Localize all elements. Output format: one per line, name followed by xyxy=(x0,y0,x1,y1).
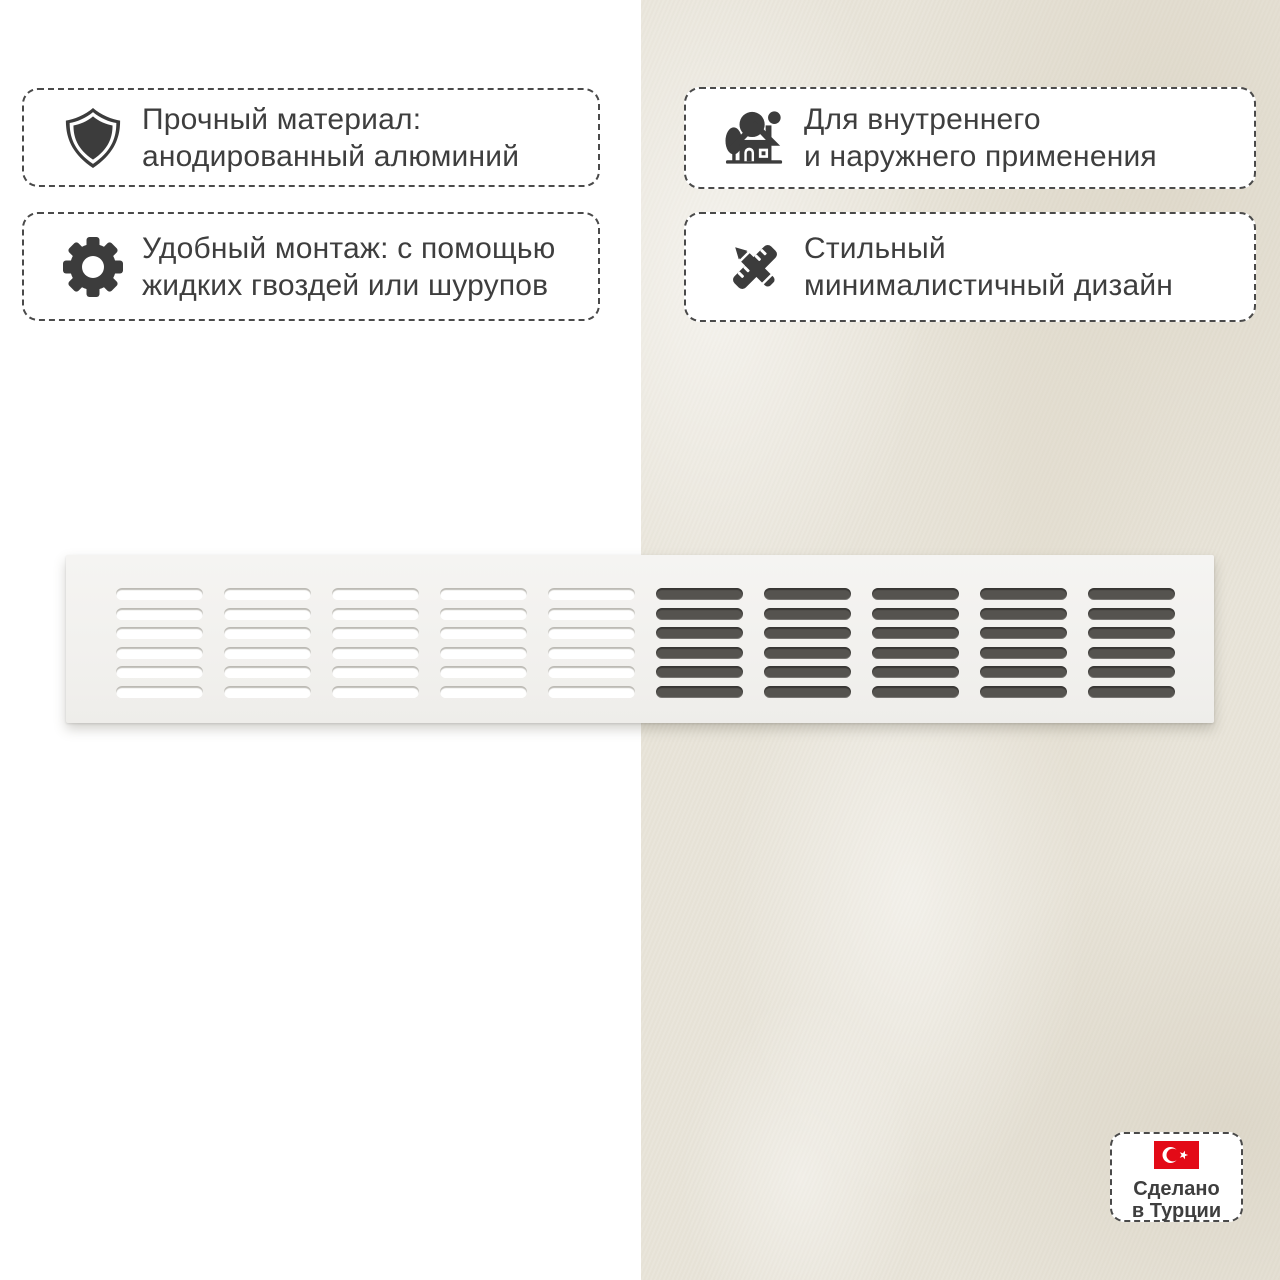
grille-slot xyxy=(548,608,635,620)
made-in-line-2: в Турции xyxy=(1131,1200,1222,1222)
feature-text xyxy=(142,230,555,304)
grille-slot xyxy=(224,647,311,659)
grille-slot xyxy=(656,686,743,698)
pencil-ruler-icon xyxy=(722,238,788,296)
grille-slot xyxy=(764,608,851,620)
grille-slot xyxy=(332,666,419,678)
grille-slot xyxy=(980,647,1067,659)
grille-slot xyxy=(872,647,959,659)
grille-slot xyxy=(656,666,743,678)
grille-slot xyxy=(1088,588,1175,600)
grille-slot xyxy=(116,686,203,698)
grille-slot xyxy=(872,588,959,600)
grille-slot xyxy=(116,608,203,620)
grille-slot xyxy=(116,647,203,659)
feature-line-2: анодированный алюминий xyxy=(142,139,520,173)
feature-line-2: и наружнего применения xyxy=(804,140,1157,173)
grille-slot xyxy=(548,686,635,698)
grille-slot xyxy=(764,647,851,659)
grille-slot xyxy=(1088,666,1175,678)
grille-slot xyxy=(332,647,419,659)
grille-slot xyxy=(656,608,743,620)
feature-text xyxy=(804,101,1157,175)
feature-line-2: минималистичный дизайн xyxy=(804,269,1174,302)
grille-slot xyxy=(548,627,635,639)
grille-slot xyxy=(332,627,419,639)
grille-slot xyxy=(872,686,959,698)
grille-slot xyxy=(1088,627,1175,639)
grille-slot xyxy=(656,647,743,659)
feature-line-1: Для внутреннего xyxy=(804,103,1041,136)
grille-slot xyxy=(764,666,851,678)
grille-slot xyxy=(548,666,635,678)
grille-slot xyxy=(440,627,527,639)
grille-slot xyxy=(548,647,635,659)
grille-slot xyxy=(656,588,743,600)
grille-slot xyxy=(764,627,851,639)
turkey-flag-icon xyxy=(1154,1141,1199,1174)
grille-slot xyxy=(224,666,311,678)
grille-slot xyxy=(980,627,1067,639)
made-in-turkey-badge xyxy=(1110,1132,1243,1222)
grille-slot xyxy=(764,686,851,698)
grille-slot xyxy=(548,588,635,600)
gear-icon xyxy=(60,236,126,298)
made-in-text xyxy=(1132,1178,1221,1222)
grille-slot xyxy=(332,686,419,698)
house-outdoor-icon xyxy=(722,108,788,168)
feature-minimalist-design xyxy=(684,212,1256,322)
grille-slot xyxy=(1088,686,1175,698)
grille-slot xyxy=(440,608,527,620)
grille-slot xyxy=(872,608,959,620)
grille-slot xyxy=(980,686,1067,698)
grille-slot xyxy=(1088,647,1175,659)
grille-slot xyxy=(872,627,959,639)
grille-slot xyxy=(764,588,851,600)
grille-slot xyxy=(224,588,311,600)
grille-slot xyxy=(224,686,311,698)
feature-line-2: жидких гвоздей или шурупов xyxy=(142,268,549,302)
feature-easy-mounting xyxy=(22,212,600,321)
grille-slot xyxy=(872,666,959,678)
grille-slot xyxy=(224,608,311,620)
grille-slot xyxy=(224,627,311,639)
grille-slot xyxy=(980,608,1067,620)
grille-slot xyxy=(440,647,527,659)
feature-line-1: Стильный xyxy=(804,232,946,265)
feature-text xyxy=(804,230,1173,304)
grille-slot xyxy=(440,666,527,678)
grille-slot xyxy=(1088,608,1175,620)
grille-slot xyxy=(116,588,203,600)
grille-slot xyxy=(440,686,527,698)
feature-text xyxy=(142,101,519,175)
ventilation-grille-product xyxy=(66,555,1214,723)
feature-line-1: Удобный монтаж: с помощью xyxy=(142,231,556,265)
grille-slot xyxy=(116,666,203,678)
grille-slot xyxy=(332,588,419,600)
grille-slot xyxy=(116,627,203,639)
feature-line-1: Прочный материал: xyxy=(142,102,422,136)
made-in-line-1: Сделано xyxy=(1133,1178,1220,1200)
grille-slot xyxy=(332,608,419,620)
grille-slot xyxy=(980,588,1067,600)
shield-icon xyxy=(60,104,126,172)
grille-slots xyxy=(116,588,1175,698)
feature-indoor-outdoor xyxy=(684,87,1256,189)
grille-slot xyxy=(440,588,527,600)
feature-durable-material xyxy=(22,88,600,187)
grille-slot xyxy=(656,627,743,639)
grille-slot xyxy=(980,666,1067,678)
